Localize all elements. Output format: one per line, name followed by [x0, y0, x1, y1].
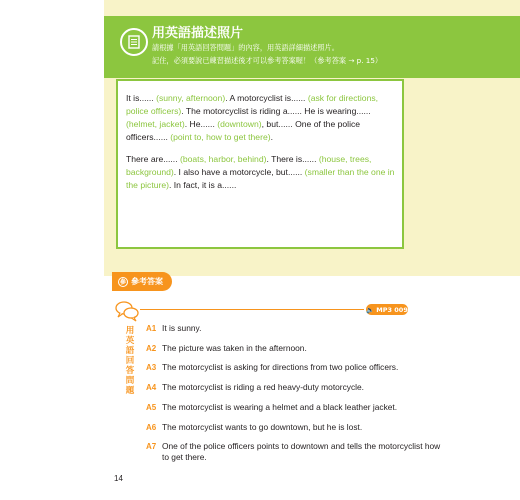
answer-text: The motorcyclist wants to go downtown, but he is lost. [162, 422, 363, 432]
document-icon [120, 28, 148, 56]
answer-item [146, 343, 446, 354]
hint-phrase: (boats, harbor, behind) [179, 154, 267, 164]
answer-number: A3 [146, 363, 157, 372]
speaker-icon: 🔈 [366, 305, 375, 314]
sentence-text: . [270, 132, 273, 142]
reference-icon: 參 [118, 277, 128, 287]
hint-phrase: (helmet, jacket) [126, 119, 185, 129]
mp3-badge [366, 304, 408, 315]
answer-text: The picture was taken in the afternoon. [162, 343, 307, 353]
answer-number: A4 [146, 383, 157, 392]
answer-item [146, 323, 446, 334]
hint-phrase: (ask for directions, police officers) [126, 93, 379, 116]
reference-answer-label: 參考答案 [131, 277, 163, 286]
answer-number: A5 [146, 403, 157, 412]
answer-number: A7 [146, 442, 157, 451]
section-divider [140, 309, 364, 310]
answer-item [146, 441, 446, 463]
sentence-text: . The motorcyclist is riding a...... He is wearing...... [181, 106, 371, 116]
speech-bubbles-icon [114, 300, 140, 322]
section-title: 用英語描述照片 [152, 26, 244, 41]
sentence-text: . There is...... [266, 154, 319, 164]
answer-text: It is sunny. [162, 323, 202, 333]
page-number: 14 [114, 474, 123, 483]
description-paragraph-2 [126, 153, 398, 192]
sentence-text: . A motorcyclist is...... [225, 93, 308, 103]
sentence-text: There are...... [126, 154, 180, 164]
answer-text: The motorcyclist is wearing a helmet and a black leather jacket. [162, 402, 398, 412]
sentence-text: It is...... [126, 93, 157, 103]
hint-phrase: (house, trees, background) [126, 154, 372, 177]
sentence-text: . In fact, it is a...... [169, 180, 237, 190]
answer-number: A1 [146, 324, 157, 333]
hint-phrase: (point to, how to get there) [170, 132, 271, 142]
answer-text: One of the police officers points to downtown and tells the motorcyclist how to get there. [162, 441, 441, 462]
reference-answer-tab [112, 272, 172, 291]
sentence-text: , but...... One of the police officers...... [126, 119, 361, 142]
mp3-track-label: MP3 009 [376, 305, 408, 314]
hint-phrase: (smaller than the one in the picture) [126, 167, 395, 190]
sentence-text: . He...... [184, 119, 218, 129]
answer-item [146, 422, 446, 433]
vertical-section-title: 用英語回答問題 [125, 326, 135, 396]
hint-phrase: (sunny, afternoon) [156, 93, 226, 103]
answer-item [146, 402, 446, 413]
instruction-line-1: 請根據「用英語回答問題」的內容，用英語詳細描述照片。 [152, 43, 339, 52]
answer-text: The motorcyclist is riding a red heavy-duty motorcycle. [162, 382, 365, 392]
answer-text: The motorcyclist is asking for directions from two police officers. [162, 362, 399, 372]
answer-number: A6 [146, 423, 157, 432]
hint-phrase: (downtown) [217, 119, 262, 129]
sentence-text: . I also have a motorcycle, but...... [173, 167, 305, 177]
answer-item [146, 362, 446, 373]
answer-item [146, 382, 446, 393]
answer-number: A2 [146, 344, 157, 353]
description-paragraph-1 [126, 92, 398, 144]
instruction-line-2: 記住，必須要說已練習描述後才可以參考答案喔！（參考答案 → p. 15） [152, 56, 383, 65]
